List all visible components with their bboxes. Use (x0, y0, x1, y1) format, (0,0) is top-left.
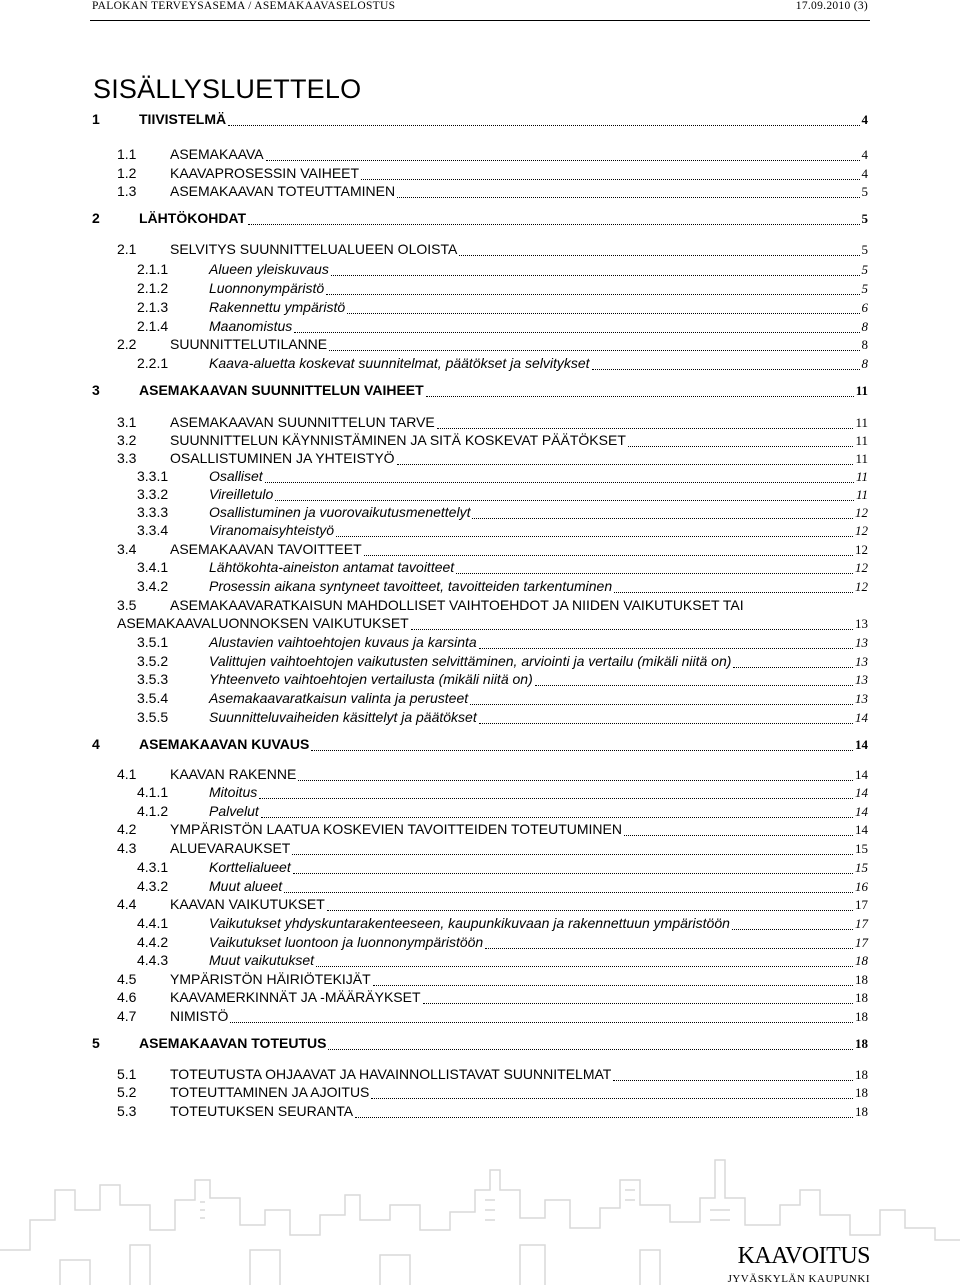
toc-entry[interactable] (117, 182, 868, 201)
toc-entry-title: Muut vaikutukset (209, 952, 315, 968)
toc-entry-number: 3.1 (117, 414, 137, 430)
toc-entry-number: 3.5.5 (137, 709, 169, 725)
toc-entry-page-number: 15 (855, 841, 868, 856)
toc-entry[interactable] (137, 577, 868, 596)
toc-dot-leader (316, 954, 853, 967)
toc-entry-page-number: 18 (855, 990, 868, 1005)
toc-dot-leader (328, 1037, 853, 1050)
toc-entry-number: 3.4.2 (137, 578, 169, 594)
toc-entry-title: KAAVAMERKINNÄT JA -MÄÄRÄYKSET (170, 989, 421, 1005)
toc-entry-number: 4.4.2 (137, 934, 169, 950)
toc-entry-page-number: 4 (861, 112, 868, 127)
toc-dot-leader (613, 1068, 853, 1081)
toc-entry-title: SELVITYS SUUNNITTELUALUEEN OLOISTA (170, 241, 458, 257)
toc-entry[interactable] (137, 783, 868, 802)
toc-entry-page-number: 14 (855, 822, 868, 837)
toc-entry[interactable] (117, 431, 868, 450)
toc-entry-page-number: 18 (855, 1085, 868, 1100)
toc-dot-leader (355, 1105, 853, 1118)
toc-entry-number: 4 (92, 736, 100, 752)
toc-dot-leader (628, 434, 854, 447)
toc-dot-leader (228, 113, 859, 126)
toc-entry[interactable] (117, 1007, 868, 1026)
toc-entry[interactable] (92, 735, 868, 754)
toc-dot-leader (331, 263, 860, 276)
toc-entry[interactable] (137, 298, 868, 317)
toc-dot-leader (592, 357, 860, 370)
toc-entry[interactable] (117, 765, 868, 784)
brand-subtitle: JYVÄSKYLÄN KAUPUNKI (727, 1273, 870, 1285)
toc-entry-number: 3.4 (117, 541, 137, 557)
toc-entry-page-number: 4 (861, 147, 868, 162)
toc-entry[interactable] (117, 1083, 868, 1102)
toc-dot-leader (329, 338, 859, 351)
toc-entry-number: 2.1 (117, 241, 137, 257)
toc-entry-title: KAAVAN RAKENNE (170, 766, 297, 782)
toc-entry-title: TIIVISTELMÄ (139, 111, 227, 127)
toc-entry-number: 4.7 (117, 1008, 137, 1024)
toc-entry-number: 3.3.3 (137, 504, 169, 520)
toc-entry[interactable] (137, 279, 868, 298)
toc-entry-number: 3.3.4 (137, 522, 169, 538)
toc-entry-number: 1 (92, 111, 100, 127)
toc-dot-leader (261, 805, 853, 818)
toc-dot-leader (397, 185, 859, 198)
toc-entry-title: Osalliset (209, 468, 263, 484)
brand-name: KAAVOITUS (737, 1243, 870, 1269)
toc-dot-leader (397, 452, 854, 465)
toc-entry-number: 2.2 (117, 336, 137, 352)
toc-entry-title: KAAVAPROSESSIN VAIHEET (170, 165, 360, 181)
toc-entry[interactable] (137, 877, 868, 896)
toc-entry-title: Luonnonympäristö (209, 280, 325, 296)
toc-entry[interactable] (137, 317, 868, 336)
toc-entry-number: 3.3 (117, 450, 137, 466)
toc-dot-leader (347, 301, 859, 314)
toc-entry-page-number: 6 (861, 300, 868, 315)
toc-entry-title: Maanomistus (209, 318, 293, 334)
toc-entry-number: 4.3.2 (137, 878, 169, 894)
toc-entry-number: 2.1.2 (137, 280, 169, 296)
toc-entry-number: 3 (92, 382, 100, 398)
toc-dot-leader (326, 282, 859, 295)
toc-dot-leader (479, 636, 853, 649)
toc-entry-title: Osallistuminen ja vuorovaikutusmenettelyt (209, 504, 471, 520)
toc-entry-page-number: 11 (855, 415, 868, 430)
toc-entry-title: NIMISTÖ (170, 1008, 229, 1024)
toc-entry-title: Yhteenveto vaihtoehtojen vertailusta (mikäli niitä on) (209, 671, 533, 687)
toc-entry-title: ASEMAKAAVAN TOTEUTTAMINEN (170, 183, 396, 199)
toc-entry-title: ASEMAKAAVAN SUUNNITTELUN VAIHEET (139, 382, 424, 398)
toc-entry[interactable] (117, 895, 868, 914)
toc-entry-page-number: 14 (855, 737, 868, 752)
toc-dot-leader (732, 917, 853, 930)
toc-entry-page-number: 18 (855, 1036, 868, 1051)
toc-entry-number: 5.2 (117, 1084, 137, 1100)
toc-entry[interactable] (137, 951, 868, 970)
toc-dot-leader (361, 167, 859, 180)
toc-entry-number: 3.3.2 (137, 486, 169, 502)
toc-entry-number: 1.3 (117, 183, 137, 199)
toc-entry-number: 3.5.3 (137, 671, 169, 687)
toc-dot-leader (284, 880, 853, 893)
toc-entry-number: 5.3 (117, 1103, 137, 1119)
toc-entry-number: 3.5.4 (137, 690, 169, 706)
toc-entry-title: Muut alueet (209, 878, 283, 894)
toc-entry-page-number: 12 (855, 560, 868, 575)
toc-entry-title: Viranomaisyhteistyö (209, 522, 335, 538)
page-title: SISÄLLYSLUETTELO (93, 74, 362, 104)
toc-dot-leader (293, 861, 853, 874)
toc-entry-page-number: 12 (855, 579, 868, 594)
toc-entry-page-number: 11 (855, 487, 868, 502)
toc-entry-number: 2.1.4 (137, 318, 169, 334)
toc-entry[interactable] (137, 503, 868, 522)
brand-logo (728, 1243, 870, 1285)
toc-entry-title: SUUNNITTELUTILANNE (170, 336, 328, 352)
toc-entry-page-number: 13 (855, 635, 868, 650)
toc-entry-page-number: 14 (855, 767, 868, 782)
toc-entry-page-number: 8 (861, 337, 868, 352)
toc-dot-leader (535, 673, 853, 686)
toc-entry[interactable] (137, 670, 868, 689)
toc-entry-number: 4.6 (117, 989, 137, 1005)
toc-entry[interactable] (117, 988, 868, 1007)
toc-entry-title: ALUEVARAUKSET (170, 840, 291, 856)
toc-entry-page-number: 11 (855, 469, 868, 484)
toc-entry-page-number: 5 (861, 281, 868, 296)
toc-entry-title: Vireilletulo (209, 486, 274, 502)
toc-entry-number: 5 (92, 1035, 100, 1051)
toc-dot-leader (423, 991, 853, 1004)
toc-entry-page-number: 18 (855, 1009, 868, 1024)
toc-entry-page-number: 13 (855, 654, 868, 669)
toc-entry-number: 1.1 (117, 146, 137, 162)
toc-entry-title: Rakennettu ympäristö (209, 299, 346, 315)
toc-dot-leader (426, 384, 854, 397)
toc-entry-number: 4.3 (117, 840, 137, 856)
toc-entry-number: 2.2.1 (137, 355, 169, 371)
toc-entry-page-number: 8 (861, 356, 868, 371)
toc-entry-page-number: 14 (855, 710, 868, 725)
toc-dot-leader (472, 506, 853, 519)
toc-dot-leader (459, 243, 859, 256)
toc-dot-leader (371, 1086, 853, 1099)
toc-entry[interactable] (117, 164, 868, 183)
toc-entry-number: 4.3.1 (137, 859, 169, 875)
toc-dot-leader (311, 738, 853, 751)
toc-entry-page-number: 5 (861, 262, 868, 277)
toc-dot-leader (230, 1010, 853, 1023)
toc-entry-page-number: 18 (855, 953, 868, 968)
toc-entry-title: Lähtökohta-aineiston antamat tavoitteet (209, 559, 455, 575)
toc-entry-page-number: 16 (855, 879, 868, 894)
toc-dot-leader (327, 898, 853, 911)
toc-entry[interactable] (92, 110, 868, 129)
toc-entry-page-number: 17 (855, 897, 868, 912)
toc-entry-number: 4.5 (117, 971, 137, 987)
toc-entry-number: 4.4 (117, 896, 137, 912)
toc-entry[interactable] (117, 1102, 868, 1121)
toc-entry-title: TOTEUTTAMINEN JA AJOITUS (170, 1084, 370, 1100)
toc-entry-title: Palvelut (209, 803, 259, 819)
toc-entry-title: ASEMAKAAVALUONNOKSEN VAIKUTUKSET (117, 615, 409, 631)
toc-entry[interactable] (137, 689, 868, 708)
toc-entry-title: ASEMAKAAVA (170, 146, 264, 162)
toc-entry-page-number: 5 (861, 211, 868, 226)
header-document-title: PALOKAN TERVEYSASEMA / ASEMAKAAVASELOSTUS (92, 0, 396, 12)
toc-entry-title: Valittujen vaihtoehtojen vaikutusten selvittäminen, arviointi ja vertailu (mikäli niitä on) (209, 653, 732, 669)
toc-entry-number: 2.1.1 (137, 261, 169, 277)
toc-entry-title: ASEMAKAAVAN TAVOITTEET (170, 541, 362, 557)
toc-entry[interactable] (137, 260, 868, 279)
toc-entry-title: Korttelialueet (209, 859, 291, 875)
toc-entry[interactable] (137, 652, 868, 671)
toc-entry-page-number: 4 (861, 166, 868, 181)
toc-entry[interactable] (117, 614, 868, 633)
toc-entry[interactable] (137, 521, 868, 540)
toc-entry[interactable] (137, 914, 868, 933)
toc-entry-number: 4.4.3 (137, 952, 169, 968)
toc-entry[interactable] (137, 354, 868, 373)
toc-entry[interactable] (117, 335, 868, 354)
toc-entry-page-number: 13 (855, 691, 868, 706)
toc-entry[interactable] (137, 858, 868, 877)
toc-entry-page-number: 13 (855, 616, 868, 631)
toc-dot-leader (733, 655, 853, 668)
toc-dot-leader (364, 543, 853, 556)
toc-dot-leader (275, 488, 854, 501)
toc-entry-page-number: 11 (855, 433, 868, 448)
toc-entry-page-number: 12 (855, 542, 868, 557)
toc-entry-number: 3.3.1 (137, 468, 169, 484)
toc-entry-number: 3.5 (117, 597, 137, 613)
toc-entry[interactable] (117, 596, 868, 615)
toc-entry-title: TOTEUTUKSEN SEURANTA (170, 1103, 354, 1119)
toc-entry-page-number: 17 (855, 916, 868, 931)
toc-entry-number: 4.2 (117, 821, 137, 837)
toc-entry-title: Kaava-aluetta koskevat suunnitelmat, päätökset ja selvitykset (209, 355, 590, 371)
toc-dot-leader (248, 212, 859, 225)
toc-entry-page-number: 11 (855, 383, 868, 398)
toc-entry-number: 3.2 (117, 432, 137, 448)
toc-entry-page-number: 5 (861, 184, 868, 199)
toc-entry[interactable] (137, 633, 868, 652)
toc-entry-title: Alueen yleiskuvaus (209, 261, 329, 277)
toc-entry[interactable] (117, 413, 868, 432)
toc-entry-page-number: 12 (855, 505, 868, 520)
toc-entry-title: Asemakaavaratkaisun valinta ja perusteet (209, 690, 469, 706)
toc-entry-page-number: 18 (855, 1104, 868, 1119)
toc-dot-leader (266, 148, 860, 161)
toc-entry-number: 4.1 (117, 766, 137, 782)
toc-entry-number: 2.1.3 (137, 299, 169, 315)
toc-entry-title: Mitoitus (209, 784, 258, 800)
toc-entry-number: 2 (92, 210, 100, 226)
toc-entry[interactable] (117, 820, 868, 839)
toc-dot-leader (624, 823, 853, 836)
toc-dot-leader (411, 617, 853, 630)
toc-entry-page-number: 13 (855, 672, 868, 687)
toc-entry[interactable] (137, 802, 868, 821)
toc-entry[interactable] (137, 708, 868, 727)
toc-dot-leader (294, 320, 859, 333)
toc-dot-leader (479, 711, 853, 724)
toc-dot-leader (259, 786, 853, 799)
toc-entry-title: YMPÄRISTÖN LAATUA KOSKEVIEN TAVOITTEIDEN TOTEUTUMINEN (170, 821, 622, 837)
header-rule (90, 20, 870, 21)
toc-entry-title: YMPÄRISTÖN HÄIRIÖTEKIJÄT (170, 971, 371, 987)
toc-entry[interactable] (117, 449, 868, 468)
toc-entry-title: Vaikutukset luontoon ja luonnonympäristöön (209, 934, 484, 950)
toc-entry-title: Prosessin aikana syntyneet tavoitteet, tavoitteiden tarkentuminen (209, 578, 613, 594)
toc-dot-leader (292, 842, 853, 855)
toc-dot-leader (265, 470, 854, 483)
toc-entry-title: Alustavien vaihtoehtojen kuvaus ja karsinta (209, 634, 477, 650)
toc-entry-number: 5.1 (117, 1066, 137, 1082)
toc-dot-leader (485, 936, 853, 949)
toc-dot-leader (437, 416, 854, 429)
toc-entry-title: LÄHTÖKOHDAT (139, 210, 247, 226)
toc-entry-title: OSALLISTUMINEN JA YHTEISTYÖ (170, 450, 395, 466)
toc-entry-title: SUUNNITTELUN KÄYNNISTÄMINEN JA SITÄ KOSKEVAT PÄÄTÖKSET (170, 432, 626, 448)
toc-entry-title: Vaikutukset yhdyskuntarakenteeseen, kaupunkikuvaan ja rakennettuun ympäristöön (209, 915, 730, 931)
toc-dot-leader (336, 524, 853, 537)
toc-entry-number: 3.5.1 (137, 634, 169, 650)
toc-entry-number: 3.4.1 (137, 559, 169, 575)
toc-entry-page-number: 12 (855, 523, 868, 538)
toc-entry[interactable] (117, 839, 868, 858)
toc-entry-page-number: 17 (855, 935, 868, 950)
toc-entry-page-number: 5 (861, 242, 868, 257)
toc-entry[interactable] (117, 540, 868, 559)
toc-entry-number: 4.1.1 (137, 784, 169, 800)
toc-entry-title: ASEMAKAAVAN KUVAUS (139, 736, 310, 752)
toc-entry[interactable] (137, 467, 868, 486)
toc-entry-number: 1.2 (117, 165, 137, 181)
toc-entry-number: 3.5.2 (137, 653, 169, 669)
toc-entry[interactable] (117, 970, 868, 989)
toc-entry-title: KAAVAN VAIKUTUKSET (170, 896, 325, 912)
toc-entry-page-number: 8 (861, 319, 868, 334)
toc-dot-leader (470, 692, 853, 705)
toc-entry-title: ASEMAKAAVARATKAISUN MAHDOLLISET VAIHTOEHDOT JA NIIDEN VAIKUTUKSET TAI (170, 597, 744, 613)
toc-entry-page-number: 15 (855, 860, 868, 875)
toc-dot-leader (373, 973, 853, 986)
toc-dot-leader (456, 561, 853, 574)
toc-entry[interactable] (117, 240, 868, 259)
toc-entry-page-number: 18 (855, 972, 868, 987)
toc-entry-page-number: 18 (855, 1067, 868, 1082)
page-header (0, 0, 960, 22)
toc-entry-page-number: 14 (855, 804, 868, 819)
header-date-page: 17.09.2010 (3) (795, 0, 868, 12)
toc-entry-number: 4.4.1 (137, 915, 169, 931)
toc-entry[interactable] (92, 1034, 868, 1053)
toc-entry[interactable] (137, 933, 868, 952)
toc-entry-title: ASEMAKAAVAN TOTEUTUS (139, 1035, 327, 1051)
toc-entry-title: TOTEUTUSTA OHJAAVAT JA HAVAINNOLLISTAVAT SUUNNITELMAT (170, 1066, 612, 1082)
toc-dot-leader (298, 768, 853, 781)
toc-entry[interactable] (92, 209, 868, 228)
toc-entry-page-number: 11 (855, 451, 868, 466)
toc-entry[interactable] (92, 381, 868, 400)
toc-dot-leader (614, 580, 853, 593)
toc-entry-number: 4.1.2 (137, 803, 169, 819)
toc-entry[interactable] (137, 558, 868, 577)
toc-entry-page-number: 14 (855, 785, 868, 800)
toc-entry[interactable] (137, 485, 868, 504)
toc-entry[interactable] (117, 1065, 868, 1084)
toc-entry-title: ASEMAKAAVAN SUUNNITTELUN TARVE (170, 414, 435, 430)
toc-entry[interactable] (117, 145, 868, 164)
toc-entry-title: Suunnitteluvaiheiden käsittelyt ja päätökset (209, 709, 477, 725)
